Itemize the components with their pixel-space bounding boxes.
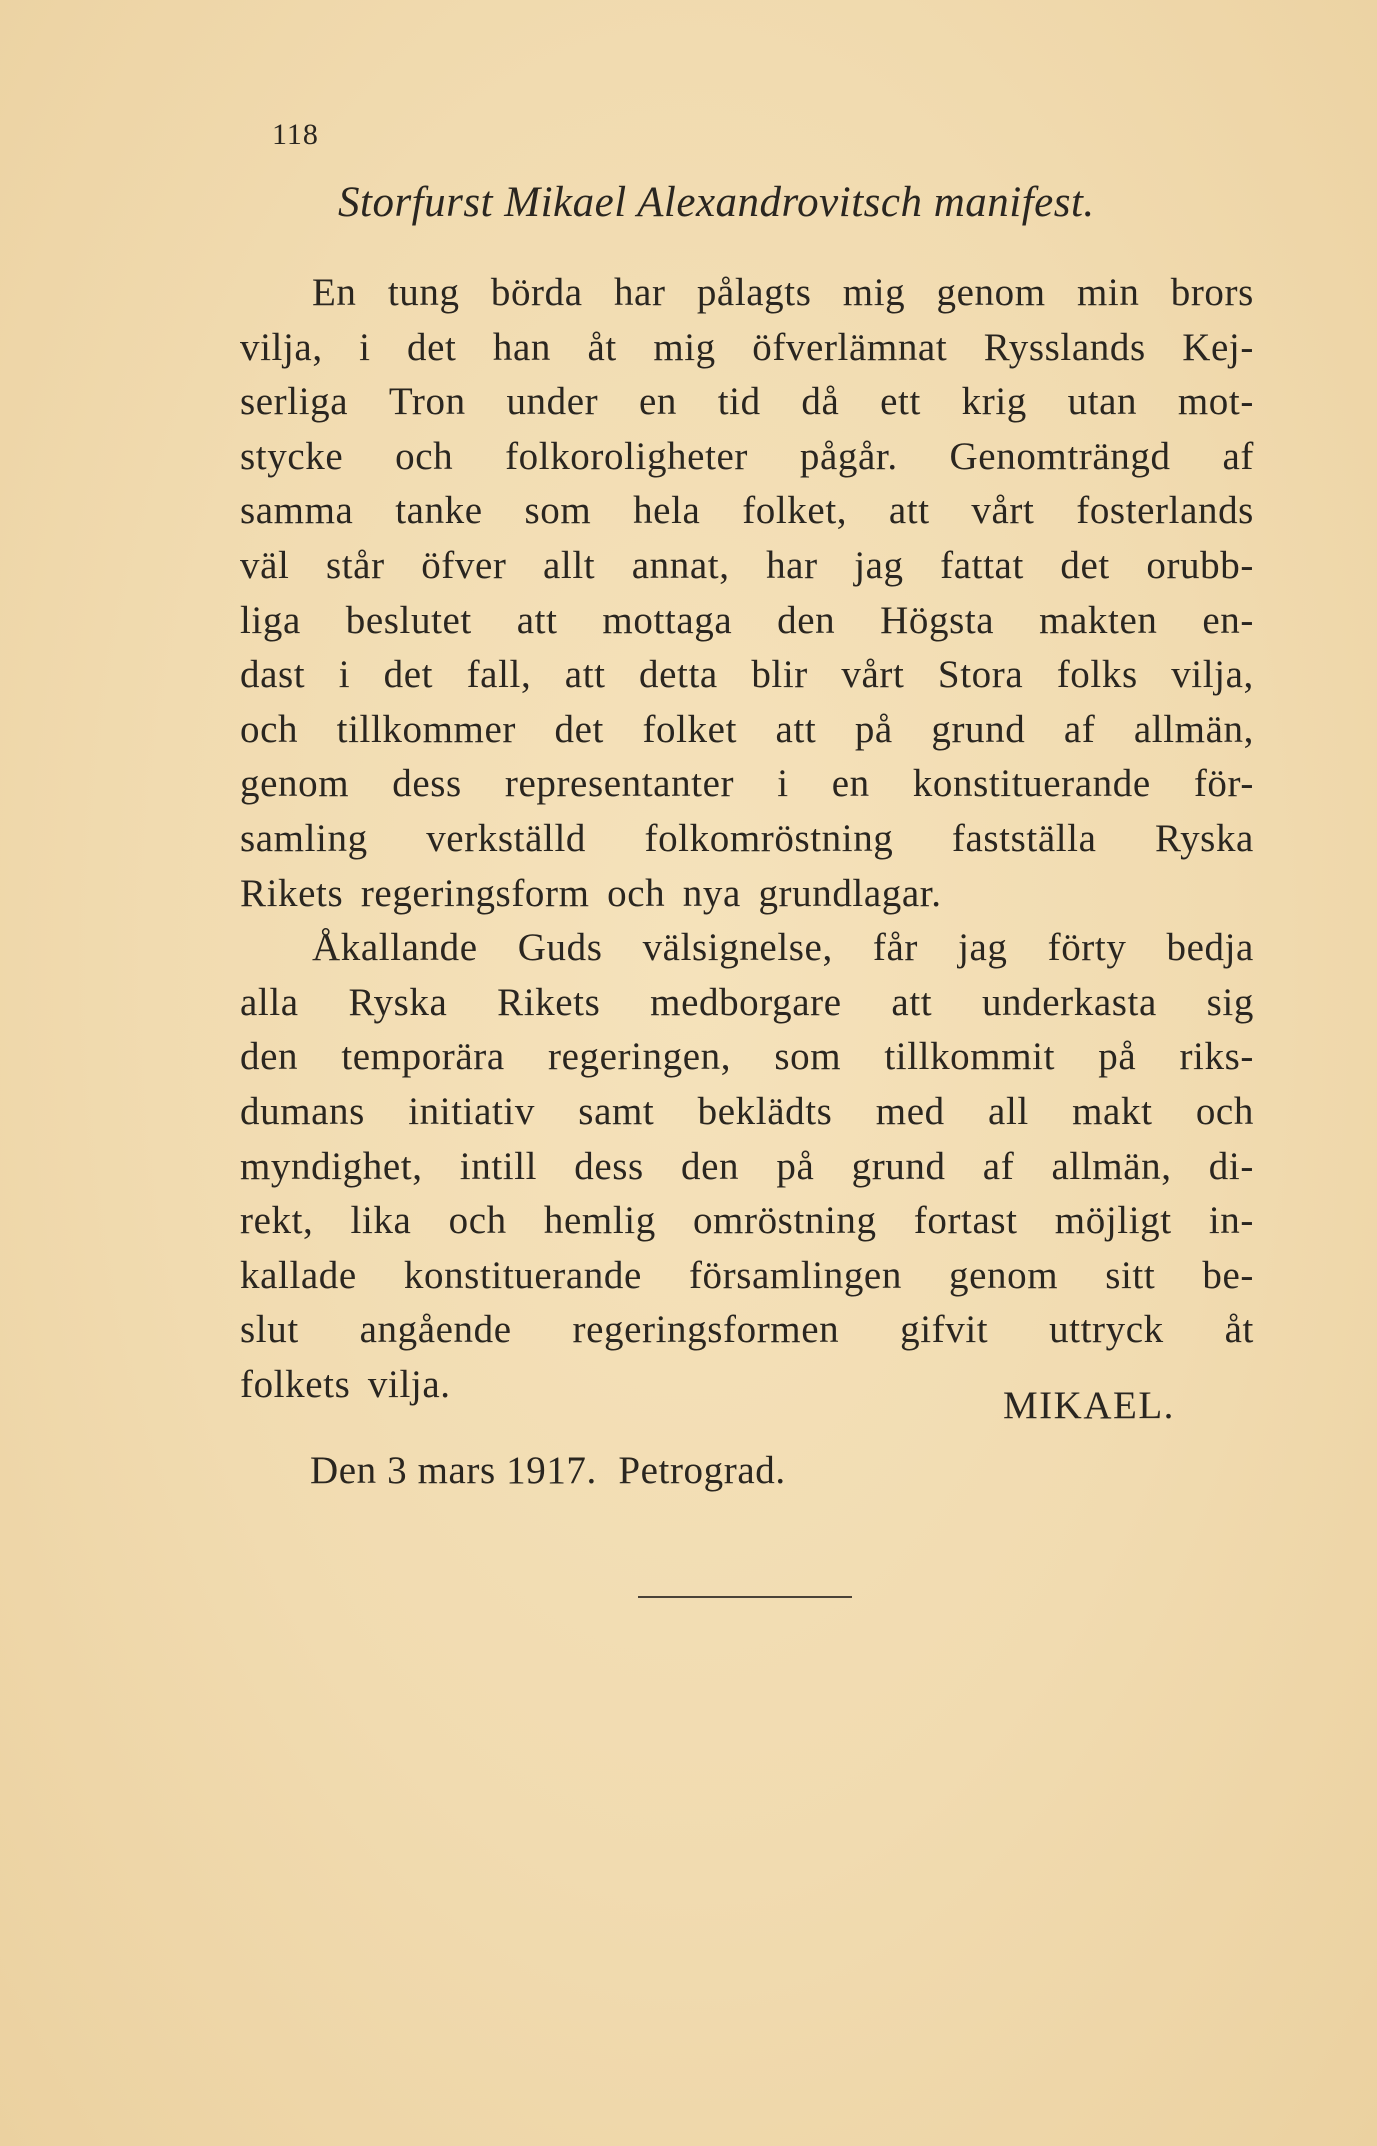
text-line <box>240 648 1254 703</box>
word: dast <box>240 653 306 697</box>
text-line <box>240 321 1254 376</box>
word: fastställa <box>951 816 1097 860</box>
text-line <box>240 430 1254 485</box>
word: åt <box>587 325 617 369</box>
word: annat, <box>631 543 730 587</box>
word: konstituerande <box>403 1253 642 1297</box>
word: jag <box>854 543 904 587</box>
word: rekt, <box>240 1199 314 1243</box>
word: slut <box>240 1308 299 1352</box>
word: af <box>1222 434 1254 478</box>
word: Genomträngd <box>949 434 1171 478</box>
word: makten <box>1039 598 1158 642</box>
page-title: Storfurst Mikael Alexandrovitsch manifest. <box>338 179 1095 226</box>
word: tillkommer <box>336 707 516 751</box>
word: förty <box>1047 926 1127 970</box>
word: alla <box>240 980 299 1024</box>
word: jag <box>958 926 1008 970</box>
word: di- <box>1208 1144 1254 1188</box>
word: han <box>492 325 552 369</box>
word: Rysslands <box>983 325 1146 369</box>
text-line <box>240 539 1254 594</box>
word: af <box>1063 707 1096 751</box>
word: i <box>359 325 371 369</box>
word: af <box>982 1144 1015 1188</box>
word: En <box>312 271 357 314</box>
word: en <box>831 762 870 806</box>
word: allmän, <box>1051 1144 1172 1188</box>
word: vårt <box>971 489 1035 533</box>
word: att <box>888 489 930 533</box>
word: tung <box>387 271 460 314</box>
word: underkasta <box>981 980 1157 1024</box>
text-line <box>240 1085 1254 1140</box>
word: i <box>777 762 789 806</box>
word: en <box>638 380 677 424</box>
text-line <box>240 1249 1254 1304</box>
text-line <box>240 375 1254 430</box>
word: temporära <box>341 1035 505 1079</box>
word: det <box>383 653 434 697</box>
text-line <box>240 1140 1254 1195</box>
text-line <box>240 266 1254 321</box>
manifest-body <box>240 266 1254 1412</box>
word: lika <box>350 1199 412 1243</box>
text-line <box>240 1030 1254 1085</box>
word: mig <box>653 325 716 369</box>
text-line <box>240 484 1254 539</box>
word: medborgare <box>650 980 842 1024</box>
word: regeringsform <box>360 871 590 915</box>
word: tanke <box>395 489 483 533</box>
word: grund <box>851 1144 946 1188</box>
word: Stora <box>937 653 1024 697</box>
place: Petrograd. <box>618 1449 786 1492</box>
word: beslutet <box>345 598 472 642</box>
word: för- <box>1193 762 1254 806</box>
word: det <box>1060 543 1110 587</box>
word: angående <box>359 1308 512 1352</box>
word: en- <box>1202 598 1254 642</box>
word: genom <box>240 762 350 806</box>
word: det <box>407 325 457 369</box>
text-line <box>240 812 1254 867</box>
word: att <box>775 707 817 751</box>
word: att <box>891 980 933 1024</box>
word: folket, <box>742 489 848 533</box>
word: vilja. <box>367 1362 451 1406</box>
word: samling <box>240 816 368 860</box>
word: allmän, <box>1133 707 1254 751</box>
word: på <box>1098 1035 1137 1079</box>
word: brors <box>1170 271 1254 314</box>
word: all <box>988 1089 1029 1133</box>
text-line <box>240 594 1254 649</box>
word: folkets <box>240 1362 351 1406</box>
page-number: 118 <box>272 118 319 151</box>
word: grundlagar. <box>758 871 942 915</box>
word: gifvit <box>900 1308 989 1352</box>
signature: MIKAEL. <box>1003 1384 1175 1427</box>
word: åt <box>1224 1308 1254 1352</box>
word: Rikets <box>497 980 601 1024</box>
word: stycke <box>240 434 344 478</box>
word: detta <box>639 653 718 697</box>
word: regeringen, <box>548 1035 732 1079</box>
section-divider <box>638 1596 852 1598</box>
word: församlingen <box>688 1253 902 1297</box>
word: dess <box>574 1144 644 1188</box>
word: Högsta <box>880 598 995 642</box>
word: Rikets <box>240 871 344 915</box>
word: min <box>1076 271 1140 314</box>
word: orubb- <box>1146 543 1254 587</box>
word: Ryska <box>348 980 448 1024</box>
word: vårt <box>841 653 905 697</box>
word: allt <box>543 543 596 587</box>
word: som <box>524 489 592 533</box>
word: och <box>607 871 666 915</box>
word: myndighet, <box>240 1144 423 1188</box>
word: dumans <box>240 1089 365 1133</box>
word: på <box>776 1144 815 1188</box>
word: väl <box>240 543 290 587</box>
word: genom <box>936 271 1046 314</box>
word: mig <box>842 271 906 314</box>
word: omröstning <box>692 1199 877 1243</box>
word: representanter <box>504 762 735 806</box>
word: fattat <box>940 543 1024 587</box>
word: sig <box>1206 980 1254 1024</box>
word: sitt <box>1105 1253 1156 1297</box>
word: och <box>448 1199 507 1243</box>
word: samma <box>240 489 354 533</box>
word: in- <box>1208 1199 1254 1243</box>
word: har <box>766 543 818 587</box>
word: hemlig <box>543 1199 656 1243</box>
word: och <box>240 707 299 751</box>
date: Den 3 mars 1917. <box>310 1449 597 1492</box>
word: pågår. <box>799 434 898 478</box>
word: folket <box>642 707 738 751</box>
word: blir <box>751 653 808 697</box>
word: Ryska <box>1155 816 1254 860</box>
text-line <box>240 757 1254 812</box>
word: välsignelse, <box>642 926 833 970</box>
word: initiativ <box>408 1089 535 1133</box>
text-line <box>240 921 1254 976</box>
word: genom <box>949 1253 1059 1297</box>
word: folks <box>1056 653 1138 697</box>
text-line <box>240 1303 1254 1358</box>
word: vilja, <box>1171 653 1254 697</box>
word: nya <box>682 871 741 915</box>
word: Guds <box>517 926 603 970</box>
word: beklädts <box>697 1089 833 1133</box>
word: pålagts <box>696 271 812 314</box>
word: mot- <box>1177 380 1254 424</box>
word: Åkallande <box>312 926 478 970</box>
word: har <box>613 271 666 314</box>
word: intill <box>459 1144 538 1188</box>
word: Kej- <box>1182 325 1254 369</box>
word: börda <box>490 271 583 314</box>
word: den <box>777 598 836 642</box>
word: öfver <box>421 543 507 587</box>
word: får <box>872 926 918 970</box>
word: den <box>681 1144 740 1188</box>
text-line <box>240 867 1254 922</box>
word: hela <box>633 489 701 533</box>
word: i <box>338 653 351 697</box>
word: samt <box>578 1089 655 1133</box>
word: utan <box>1067 380 1138 424</box>
word: att <box>516 598 558 642</box>
word: grund <box>931 707 1026 751</box>
word: folkomröstning <box>644 816 894 860</box>
word: med <box>875 1089 945 1133</box>
text-line <box>240 703 1254 758</box>
word: kallade <box>240 1253 357 1297</box>
word: och <box>1195 1089 1254 1133</box>
word: verkställd <box>426 816 586 860</box>
word: tillkommit <box>884 1035 1056 1079</box>
word: då <box>801 380 840 424</box>
text-line <box>240 976 1254 1031</box>
word: mottaga <box>602 598 733 642</box>
word: be- <box>1202 1253 1254 1297</box>
word: fall, <box>466 653 532 697</box>
word: som <box>774 1035 842 1079</box>
word: att <box>564 653 606 697</box>
word: serliga <box>240 380 349 424</box>
word: krig <box>961 380 1027 424</box>
dateline <box>310 1448 807 1493</box>
word: riks- <box>1179 1035 1254 1079</box>
word: står <box>325 543 385 587</box>
word: fosterlands <box>1076 489 1254 533</box>
word: liga <box>240 598 301 642</box>
text-line <box>240 1194 1254 1249</box>
word: på <box>854 707 893 751</box>
word: konstituerande <box>912 762 1151 806</box>
word: öfverlämnat <box>752 325 948 369</box>
word: under <box>506 380 599 424</box>
word: vilja, <box>240 325 323 369</box>
word: Tron <box>388 380 466 424</box>
word: makt <box>1072 1089 1153 1133</box>
word: den <box>240 1035 299 1079</box>
word: tid <box>717 380 761 424</box>
word: ett <box>880 380 921 424</box>
word: fortast <box>913 1199 1018 1243</box>
word: möjligt <box>1054 1199 1172 1243</box>
word: folkoroligheter <box>505 434 749 478</box>
word: bedja <box>1166 926 1254 970</box>
word: regeringsformen <box>572 1308 840 1352</box>
word: och <box>395 434 454 478</box>
word: uttryck <box>1049 1308 1164 1352</box>
word: dess <box>392 762 462 806</box>
word: det <box>554 707 604 751</box>
